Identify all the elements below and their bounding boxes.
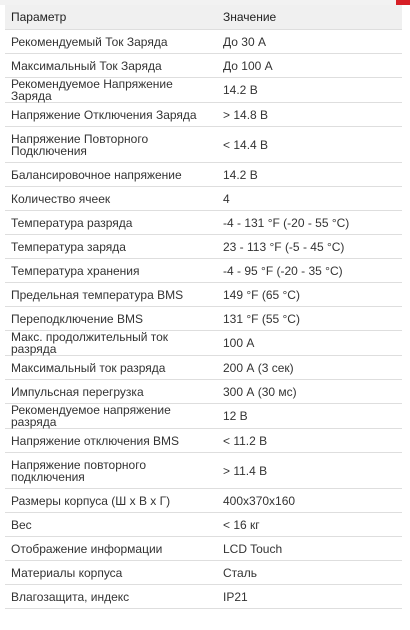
column-header-value: Значение (217, 5, 402, 30)
table-row (5, 283, 402, 307)
param-cell: Максимальный Ток Заряда (5, 54, 217, 78)
value-cell: LCD Touch (217, 537, 402, 561)
table-row (5, 453, 402, 489)
table-row (5, 235, 402, 259)
value-cell: IP21 (217, 585, 402, 609)
param-cell: Переподключение BMS (5, 307, 217, 331)
table-row (5, 429, 402, 453)
value-cell: 14.2 В (217, 78, 402, 103)
table-row (5, 307, 402, 331)
param-cell: Размеры корпуса (Ш x В x Г) (5, 489, 217, 513)
value-cell: 300 А (30 мс) (217, 380, 402, 404)
value-cell: 131 °F (55 °C) (217, 307, 402, 331)
value-cell: До 100 А (217, 54, 402, 78)
value-cell: -4 - 95 °F (-20 - 35 °C) (217, 259, 402, 283)
param-cell: Макс. продолжительный ток разряда (5, 331, 217, 356)
value-cell: До 30 А (217, 30, 402, 54)
table-row (5, 404, 402, 429)
table-row (5, 78, 402, 103)
table-row (5, 331, 402, 356)
table-header-row (5, 5, 402, 30)
param-cell: Температура заряда (5, 235, 217, 259)
param-cell: Отображение информации (5, 537, 217, 561)
table-row (5, 561, 402, 585)
value-cell: < 11.2 В (217, 429, 402, 453)
table-row (5, 103, 402, 127)
param-cell: Напряжение повторного подключения (5, 453, 217, 489)
value-cell: 4 (217, 187, 402, 211)
table-row (5, 163, 402, 187)
table-row (5, 356, 402, 380)
table-row (5, 259, 402, 283)
param-cell: Импульсная перегрузка (5, 380, 217, 404)
table-row (5, 187, 402, 211)
table-row (5, 211, 402, 235)
param-cell: Напряжение Отключения Заряда (5, 103, 217, 127)
column-header-param: Параметр (5, 5, 217, 30)
value-cell: 400x370x160 (217, 489, 402, 513)
table-row (5, 380, 402, 404)
value-cell: < 14.4 В (217, 127, 402, 163)
param-cell: Рекомендуемое напряжение разряда (5, 404, 217, 429)
param-cell: Предельная температура BMS (5, 283, 217, 307)
table-row (5, 489, 402, 513)
value-cell: 149 °F (65 °C) (217, 283, 402, 307)
table-row (5, 30, 402, 54)
table-row (5, 513, 402, 537)
value-cell: 200 А (3 сек) (217, 356, 402, 380)
spec-table (5, 5, 402, 609)
value-cell: 14.2 В (217, 163, 402, 187)
param-cell: Вес (5, 513, 217, 537)
param-cell: Температура хранения (5, 259, 217, 283)
param-cell: Рекомендуемое Напряжение Заряда (5, 78, 217, 103)
value-cell: > 14.8 В (217, 103, 402, 127)
param-cell: Материалы корпуса (5, 561, 217, 585)
param-cell: Максимальный ток разряда (5, 356, 217, 380)
value-cell: < 16 кг (217, 513, 402, 537)
value-cell: 12 В (217, 404, 402, 429)
value-cell: 23 - 113 °F (-5 - 45 °C) (217, 235, 402, 259)
param-cell: Количество ячеек (5, 187, 217, 211)
param-cell: Рекомендуемый Ток Заряда (5, 30, 217, 54)
table-row (5, 585, 402, 609)
param-cell: Влагозащита, индекс (5, 585, 217, 609)
param-cell: Балансировочное напряжение (5, 163, 217, 187)
value-cell: Сталь (217, 561, 402, 585)
value-cell: -4 - 131 °F (-20 - 55 °C) (217, 211, 402, 235)
value-cell: 100 А (217, 331, 402, 356)
table-row (5, 54, 402, 78)
param-cell: Напряжение Повторного Подключения (5, 127, 217, 163)
table-row (5, 127, 402, 163)
param-cell: Температура разряда (5, 211, 217, 235)
table-row (5, 537, 402, 561)
param-cell: Напряжение отключения BMS (5, 429, 217, 453)
value-cell: > 11.4 В (217, 453, 402, 489)
